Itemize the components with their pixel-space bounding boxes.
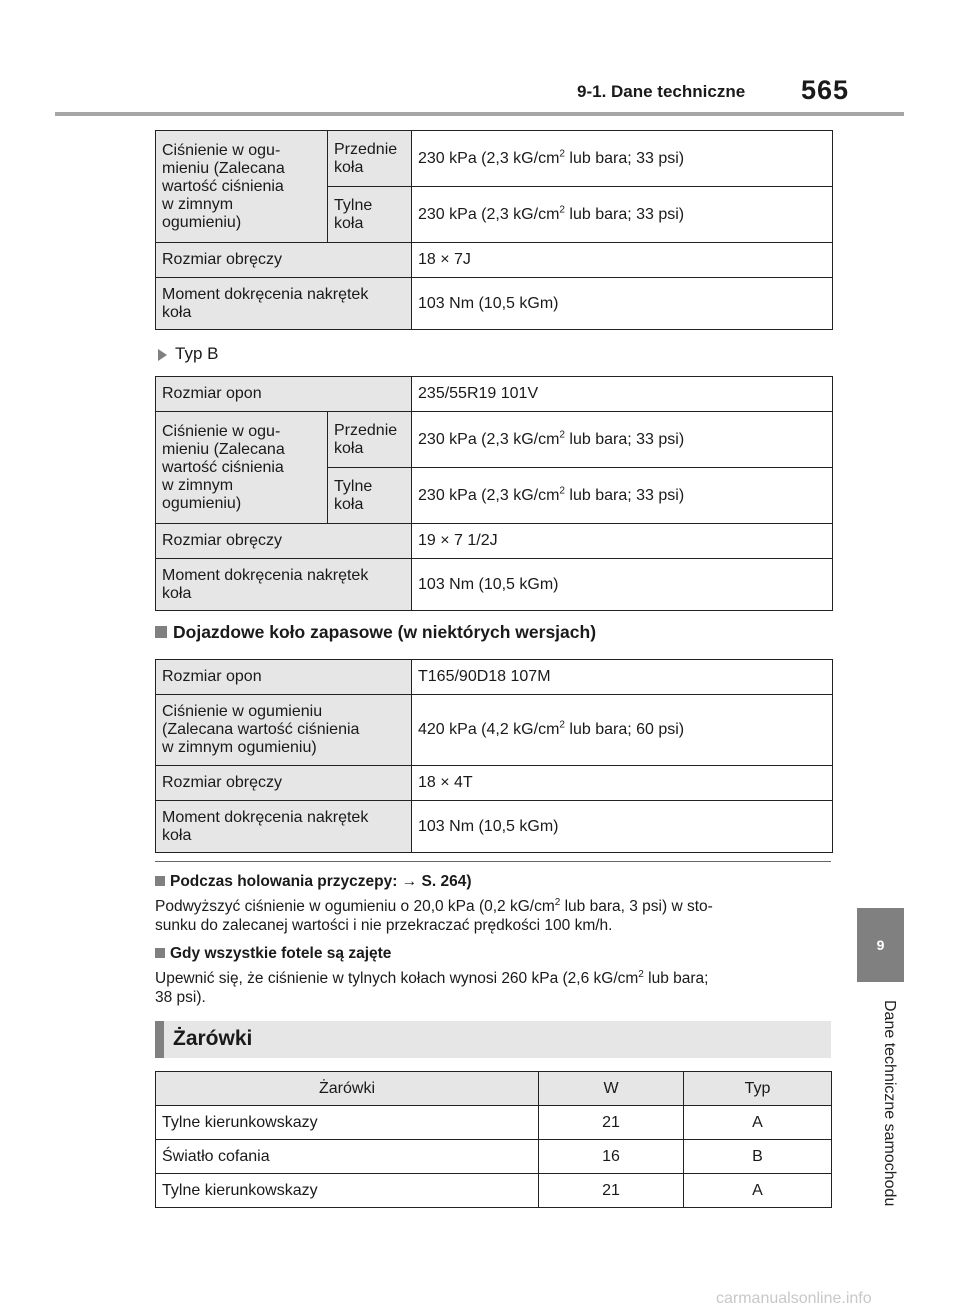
bulb-type: B: [684, 1140, 832, 1174]
tire-size-value: 235/55R19 101V: [412, 377, 833, 412]
rim-size-value: 18 × 4T: [412, 766, 833, 801]
chapter-side-label: [880, 1000, 902, 1220]
typ-b-bullet: [158, 344, 218, 364]
bulbs-table: [155, 1071, 832, 1208]
wheel-spec-table-b: [155, 376, 833, 611]
bulb-watt: 16: [539, 1140, 684, 1174]
column-header: Żarówki: [156, 1072, 539, 1106]
square-bullet-icon: [155, 948, 165, 958]
tire-size-value: T165/90D18 107M: [412, 660, 833, 695]
torque-value: 103 Nm (10,5 kGm): [412, 801, 833, 853]
torque-value: 103 Nm (10,5 kGm): [412, 559, 833, 611]
front-pressure-value: 230 kPa (2,3 $kG/cm^2$ lub bara; 33 psi): [412, 131, 833, 187]
bulb-name: Tylne kierunkowskazy: [156, 1174, 539, 1208]
triangle-bullet-icon: [158, 349, 167, 361]
seats-note-heading: Gdy wszystkie fotele są zajęte: [155, 945, 391, 963]
towing-note-heading: Podczas holowania przyczepy: → S. 264): [155, 873, 471, 891]
front-pressure-value: 230 kPa (2,3 $kG/cm^2$ lub bara; 33 psi): [412, 412, 833, 468]
rim-size-value: 19 × 7 1/2J: [412, 524, 833, 559]
tire-size-label: Rozmiar opon: [156, 377, 412, 412]
wheel-spec-table-a: [155, 130, 833, 330]
towing-note-text: Podwyższyć ciśnienie w ogumieniu o 20,0 kPa (0,2 $kG/cm^2$ lub bara, 3 psi) w sto- sunku do zalecanej wartości i nie przekraczać prędkości 100 km/h.: [155, 896, 713, 934]
bulbs-section-title: Żarówki: [173, 1027, 253, 1050]
column-header: Typ: [684, 1072, 832, 1106]
table-row: [156, 1140, 832, 1174]
watermark: carmanualsonline.info: [716, 1290, 872, 1307]
bulb-name: Światło cofania: [156, 1140, 539, 1174]
square-bullet-icon: [155, 626, 167, 638]
header-rule: [55, 112, 904, 116]
bulbs-table-header: [156, 1072, 832, 1106]
rim-size-label: Rozmiar obręczy: [156, 766, 412, 801]
rear-wheels-label: Tylne koła: [328, 187, 412, 243]
heading-accent-bar: [155, 1021, 164, 1058]
rear-pressure-value: 230 kPa (2,3 $kG/cm^2$ lub bara; 33 psi): [412, 187, 833, 243]
column-header: W: [539, 1072, 684, 1106]
bulb-name: Tylne kierunkowskazy: [156, 1106, 539, 1140]
square-bullet-icon: [155, 876, 165, 886]
tire-size-label: Rozmiar opon: [156, 660, 412, 695]
rim-size-value: 18 × 7J: [412, 243, 833, 278]
pressure-label: Ciśnienie w ogu- mieniu (Zalecana wartość ciśnienia w zimnym ogumieniu): [156, 412, 328, 524]
pressure-value: 420 kPa (4,2 $kG/cm^2$ lub bara; 60 psi): [412, 695, 833, 766]
chapter-side-label-text: Dane techniczne samochodu: [881, 1000, 898, 1207]
table-row: [156, 1174, 832, 1208]
notes-divider: [155, 861, 831, 862]
pressure-label: Ciśnienie w ogumieniu (Zalecana wartość ciśnienia w zimnym ogumieniu): [156, 695, 412, 766]
rim-size-label: Rozmiar obręczy: [156, 243, 412, 278]
typ-b-label: Typ B: [175, 344, 219, 363]
bulbs-section-heading: [155, 1021, 831, 1058]
bulb-watt: 21: [539, 1174, 684, 1208]
bulb-watt: 21: [539, 1106, 684, 1140]
rear-wheels-label: Tylne koła: [328, 468, 412, 524]
table-row: [156, 1106, 832, 1140]
front-wheels-label: Przednie koła: [328, 131, 412, 187]
header-section-title: 9-1. Dane techniczne: [577, 82, 746, 101]
pressure-label: Ciśnienie w ogu- mieniu (Zalecana wartość ciśnienia w zimnym ogumieniu): [156, 131, 328, 243]
front-wheels-label: Przednie koła: [328, 412, 412, 468]
spare-wheel-heading: Dojazdowe koło zapasowe (w niektórych wersjach): [155, 622, 596, 643]
spare-wheel-table: [155, 659, 833, 853]
torque-label: Moment dokręcenia nakrętek koła: [156, 559, 412, 611]
rear-pressure-value: 230 kPa (2,3 $kG/cm^2$ lub bara; 33 psi): [412, 468, 833, 524]
rim-size-label: Rozmiar obręczy: [156, 524, 412, 559]
bulb-type: A: [684, 1106, 832, 1140]
torque-value: 103 Nm (10,5 kGm): [412, 278, 833, 330]
torque-label: Moment dokręcenia nakrętek koła: [156, 278, 412, 330]
page-number: 565: [801, 75, 850, 105]
bulb-type: A: [684, 1174, 832, 1208]
chapter-tab[interactable]: 9: [857, 908, 904, 982]
seats-note-text: Upewnić się, że ciśnienie w tylnych kołach wynosi 260 kPa (2,6 $kG/cm^2$ lub bara; 38 psi).: [155, 968, 709, 1006]
torque-label: Moment dokręcenia nakrętek koła: [156, 801, 412, 853]
